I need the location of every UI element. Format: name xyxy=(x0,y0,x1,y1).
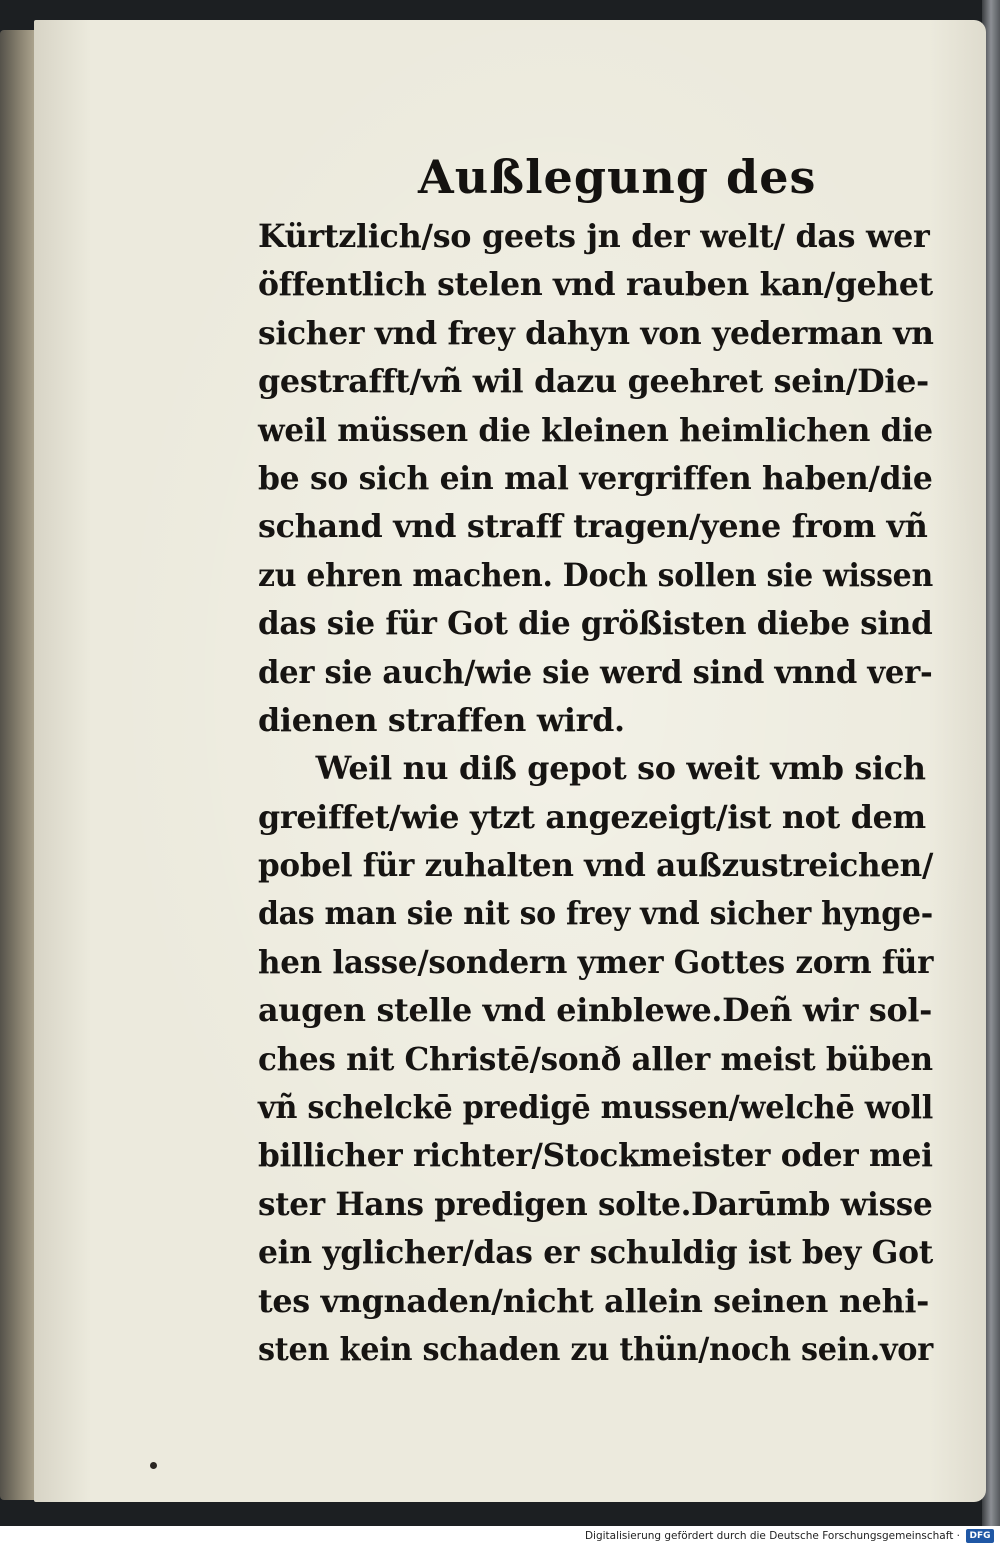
text-line: tes vngnaden/nicht allein seinen nehi- xyxy=(258,1281,930,1320)
text-line: billicher richter/Stockmeister oder mei xyxy=(258,1136,933,1175)
text-line: pobel für zuhalten vnd außzustreichen/ xyxy=(258,846,934,885)
ink-mark xyxy=(150,1462,157,1469)
dfg-logo: DFG xyxy=(966,1529,994,1543)
page-body-text xyxy=(258,212,938,1373)
text-line: zu ehren machen. Doch sollen sie wissen xyxy=(258,555,933,594)
text-line: ein yglicher/das er schuldig ist bey Got xyxy=(258,1233,933,1272)
paragraph-start-line: Weil nu diß gepot so weit vmb sich xyxy=(315,749,926,788)
text-line: sten kein schaden zu thün/noch sein.vor xyxy=(258,1329,933,1368)
text-line: das sie für Got die größisten diebe sind xyxy=(258,604,933,643)
funding-credit: Digitalisierung gefördert durch die Deutsche Forschungsgemeinschaft · xyxy=(584,1530,960,1542)
text-line: be so sich ein mal vergriffen haben/die xyxy=(258,458,933,497)
text-line: das man sie nit so frey vnd sicher hynge- xyxy=(258,894,933,933)
text-line: der sie auch/wie sie werd sind vnnd ver- xyxy=(258,652,933,691)
footer-bar xyxy=(0,1526,1000,1547)
text-line: Kürtzlich/so geets jn der welt/ das wer xyxy=(258,217,930,255)
text-line: schand vnd straff tragen/yene from vñ xyxy=(258,507,928,546)
running-header: Außlegung des xyxy=(418,150,817,204)
text-line: vñ schelckē predigē mussen/welchē woll xyxy=(258,1088,934,1127)
text-line: greiffet/wie ytzt angezeigt/ist not dem xyxy=(258,797,926,836)
text-line: ches nit Christē/sonð aller meist büben xyxy=(258,1039,933,1078)
text-line: öffentlich stelen vnd rauben kan/gehet xyxy=(258,265,933,304)
text-line: dienen straffen wird. xyxy=(258,700,625,739)
text-line: weil müssen die kleinen heimlichen die xyxy=(258,410,933,449)
text-line: sicher vnd frey dahyn von yederman vn xyxy=(258,313,934,352)
text-line: gestrafft/vñ wil dazu geehret sein/Die- xyxy=(258,362,929,401)
text-line: augen stelle vnd einblewe.Deñ wir sol- xyxy=(258,991,933,1030)
text-line: hen lasse/sondern ymer Gottes zorn für xyxy=(258,942,934,981)
text-line: ster Hans predigen solte.Darūmb wisse xyxy=(258,1184,933,1223)
